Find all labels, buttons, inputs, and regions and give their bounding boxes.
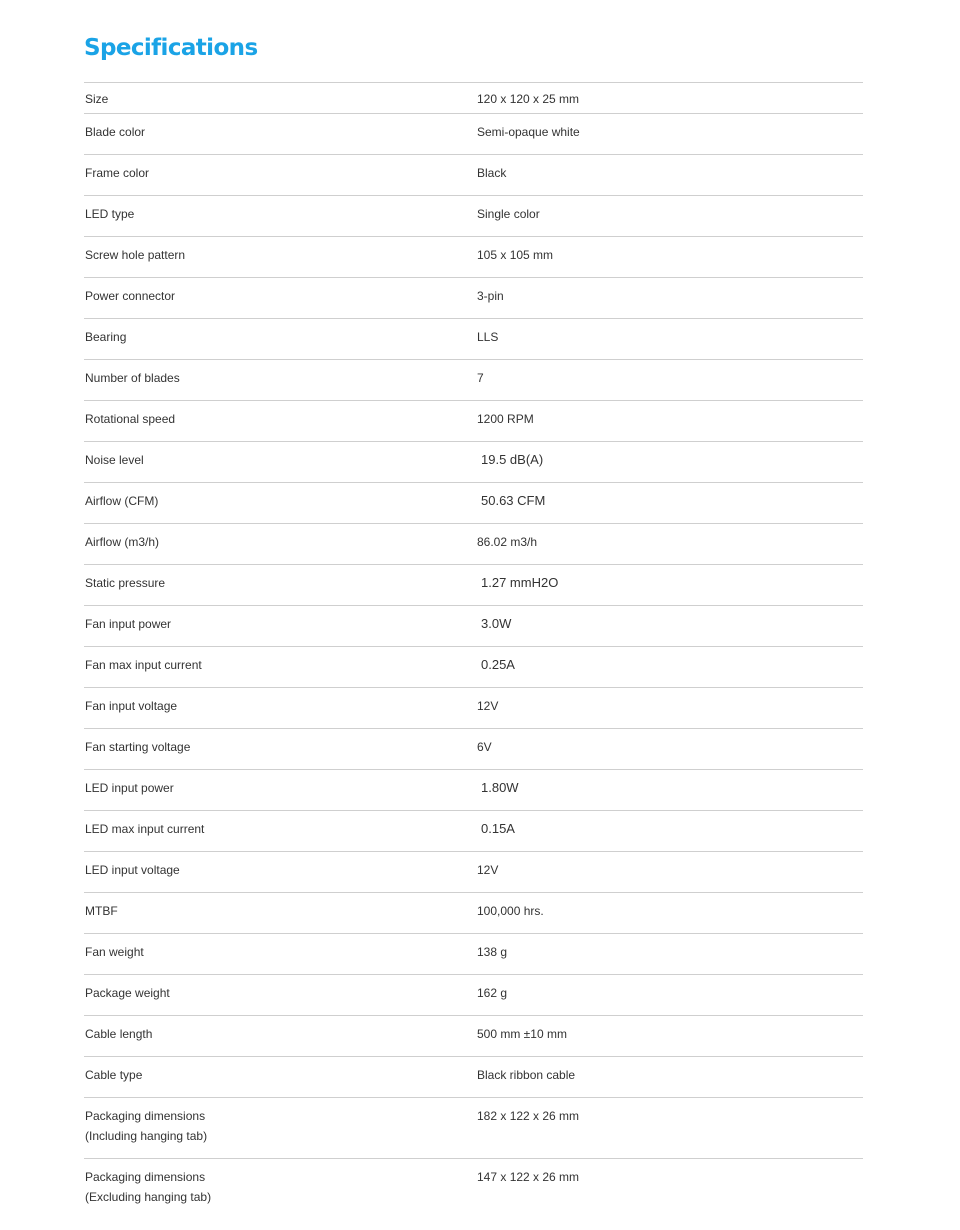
spec-row-led-type bbox=[84, 196, 863, 237]
spec-label: Packaging dimensions (Including hanging tab) bbox=[85, 1109, 208, 1143]
spec-value: Semi-opaque white bbox=[477, 125, 580, 139]
spec-value: 500 mm ±10 mm bbox=[477, 1027, 567, 1041]
spec-value: 3.0W bbox=[481, 616, 512, 631]
spec-label: LED max input current bbox=[85, 822, 205, 836]
spec-value: 0.15A bbox=[481, 821, 515, 836]
spec-row-rotational-speed bbox=[84, 401, 863, 442]
spec-label: Fan input voltage bbox=[85, 699, 178, 713]
spec-label: Bearing bbox=[85, 330, 127, 344]
spec-value: Black ribbon cable bbox=[477, 1068, 576, 1082]
spec-row-led-input-voltage bbox=[84, 852, 863, 893]
spec-row-led-max-input-current bbox=[84, 811, 863, 852]
spec-row-cable-length bbox=[84, 1016, 863, 1057]
spec-row-fan-input-voltage bbox=[84, 688, 863, 729]
specifications-table bbox=[84, 82, 863, 1220]
spec-value: 86.02 m3/h bbox=[477, 535, 538, 549]
spec-label: Noise level bbox=[85, 453, 144, 467]
spec-row-mtbf bbox=[84, 893, 863, 934]
spec-label: Cable type bbox=[85, 1068, 143, 1082]
spec-row-size bbox=[84, 83, 863, 114]
spec-row-bearing bbox=[84, 319, 863, 360]
spec-row-screw-hole-pattern bbox=[84, 237, 863, 278]
spec-value: Single color bbox=[477, 207, 540, 221]
spec-label: Power connector bbox=[85, 289, 176, 303]
spec-value: 120 x 120 x 25 mm bbox=[477, 92, 580, 106]
spec-row-airflow-m3h bbox=[84, 524, 863, 565]
spec-label: Static pressure bbox=[85, 576, 166, 590]
spec-row-fan-max-input-current bbox=[84, 647, 863, 688]
spec-value: 6V bbox=[477, 740, 492, 754]
spec-value: 1200 RPM bbox=[477, 412, 534, 426]
spec-row-cable-type bbox=[84, 1057, 863, 1098]
spec-value: 100,000 hrs. bbox=[477, 904, 544, 918]
spec-label: Blade color bbox=[85, 125, 146, 139]
spec-value: 50.63 CFM bbox=[481, 493, 546, 508]
spec-label: Airflow (CFM) bbox=[85, 494, 159, 508]
spec-value: 147 x 122 x 26 mm bbox=[477, 1170, 580, 1184]
spec-row-blade-color bbox=[84, 114, 863, 155]
spec-label: Cable length bbox=[85, 1027, 153, 1041]
spec-label: Size bbox=[85, 92, 109, 106]
spec-row-noise-level bbox=[84, 442, 863, 483]
spec-row-power-connector bbox=[84, 278, 863, 319]
spec-row-led-input-power bbox=[84, 770, 863, 811]
spec-label: Rotational speed bbox=[85, 412, 176, 426]
spec-value: Black bbox=[477, 166, 507, 180]
spec-value: 7 bbox=[477, 371, 484, 385]
page-title: Specifications bbox=[84, 35, 258, 61]
spec-value: 0.25A bbox=[481, 657, 515, 672]
spec-row-fan-starting-voltage bbox=[84, 729, 863, 770]
spec-value: 138 g bbox=[477, 945, 508, 959]
spec-row-fan-input-power bbox=[84, 606, 863, 647]
spec-value: LLS bbox=[477, 330, 499, 344]
spec-row-static-pressure bbox=[84, 565, 863, 606]
spec-value: 162 g bbox=[477, 986, 508, 1000]
spec-row-packaging-dimensions-excluding-tab bbox=[84, 1159, 863, 1220]
spec-label: LED input power bbox=[85, 781, 174, 795]
spec-label: MTBF bbox=[85, 904, 118, 918]
spec-row-fan-weight bbox=[84, 934, 863, 975]
spec-value: 105 x 105 mm bbox=[477, 248, 554, 262]
spec-row-number-of-blades bbox=[84, 360, 863, 401]
spec-label: Airflow (m3/h) bbox=[85, 535, 160, 549]
spec-label: LED type bbox=[85, 207, 135, 221]
spec-value: 19.5 dB(A) bbox=[481, 452, 544, 467]
spec-value: 182 x 122 x 26 mm bbox=[477, 1109, 580, 1123]
spec-value: 12V bbox=[477, 699, 499, 713]
spec-label: Fan starting voltage bbox=[85, 740, 191, 754]
spec-label: Fan weight bbox=[85, 945, 144, 959]
spec-label: LED input voltage bbox=[85, 863, 180, 877]
spec-row-packaging-dimensions-including-tab bbox=[84, 1098, 863, 1159]
spec-label: Number of blades bbox=[85, 371, 180, 385]
spec-label: Fan max input current bbox=[85, 658, 202, 672]
spec-label: Frame color bbox=[85, 166, 150, 180]
spec-value: 1.80W bbox=[481, 780, 519, 795]
spec-row-package-weight bbox=[84, 975, 863, 1016]
spec-value: 1.27 mmH2O bbox=[481, 575, 559, 590]
spec-label: Package weight bbox=[85, 986, 170, 1000]
spec-row-airflow-cfm bbox=[84, 483, 863, 524]
spec-label: Fan input power bbox=[85, 617, 172, 631]
spec-label: Packaging dimensions (Excluding hanging tab) bbox=[85, 1170, 212, 1204]
spec-value: 3-pin bbox=[477, 289, 504, 303]
spec-label: Screw hole pattern bbox=[85, 248, 186, 262]
spec-row-frame-color bbox=[84, 155, 863, 196]
spec-value: 12V bbox=[477, 863, 499, 877]
